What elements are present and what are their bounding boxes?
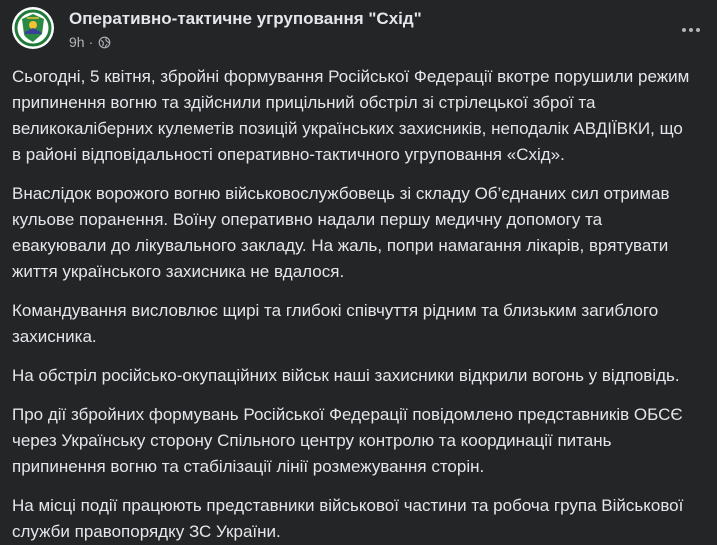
unit-emblem-logo xyxy=(12,7,54,49)
globe-icon[interactable] xyxy=(98,36,111,49)
post-meta xyxy=(69,34,111,50)
post-timestamp[interactable]: 9h xyxy=(69,34,85,50)
post-paragraph: Внаслідок ворожого вогню військовослужбовець зі складу Об’єднаних сил отримав кульове поранення. Воїну оперативно надали першу медичну допомогу та евакуювали до лікувального закладу. На жаль, попри намагання лікарів, врятувати життя українського захисника не вдалося. xyxy=(12,184,670,281)
post-paragraph: Командування висловлює щирі та глибокі співчуття рідним та близьким загиблого захисника. xyxy=(12,301,659,346)
post-paragraph: На місці події працюють представники військової частини та робоча група Військової служби правопорядку ЗС України. xyxy=(12,496,684,541)
more-options-button[interactable] xyxy=(678,17,704,43)
post-paragraph: На обстріл російсько-окупаційних військ наші захисники відкрили вогонь у відповідь. xyxy=(12,366,680,385)
post-paragraph: Сьогодні, 5 квітня, збройні формування Російської Федерації вкотре порушили режим припинення вогню та здійснили прицільний обстріл зі стрілецької зброї та великокаліберних кулеметів позицій українських захисників, неподалік АВДІЇВКИ, що в районі відповідальності оперативно-тактичного угруповання «Схід». xyxy=(12,67,690,164)
post-header xyxy=(0,0,717,62)
avatar[interactable] xyxy=(12,7,54,49)
post-body xyxy=(12,64,692,545)
meta-separator: · xyxy=(88,34,94,50)
more-horizontal-icon xyxy=(682,28,686,32)
post-paragraph: Про дії збройних формувань Російської Федерації повідомлено представників ОБСЄ через Українську сторону Спільного центру контролю та координації питань припинення вогню та стабілізації лінії розмежування сторін. xyxy=(12,405,683,476)
page-name-link[interactable]: Оперативно-тактичне угруповання "Схід" xyxy=(69,9,422,28)
